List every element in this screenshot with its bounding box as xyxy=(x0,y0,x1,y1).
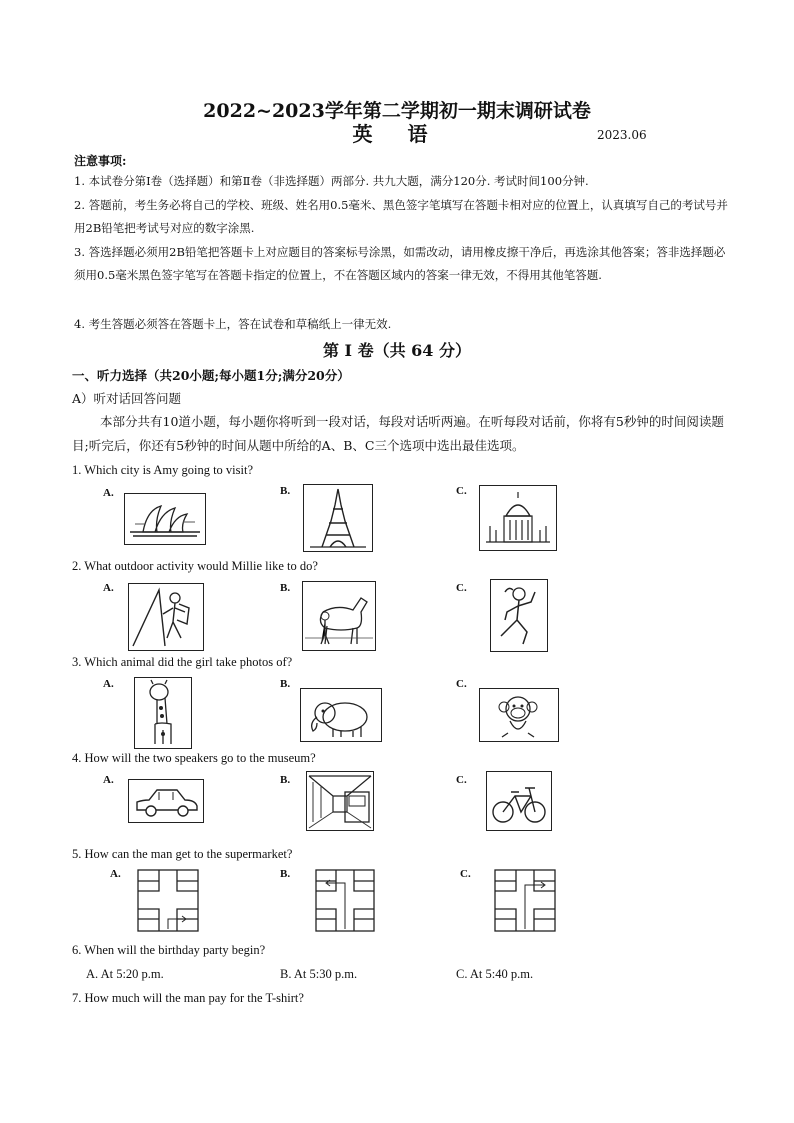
option-label-a: A. xyxy=(103,774,114,786)
notice-heading: 注意事项: xyxy=(74,154,127,168)
running-girl-icon xyxy=(490,579,548,652)
question-1: 1. Which city is Amy going to visit? xyxy=(72,463,254,477)
option-label-c: C. xyxy=(460,868,471,880)
option-a: A. At 5:20 p.m. xyxy=(86,967,164,981)
question-4: 4. How will the two speakers go to the museum? xyxy=(72,751,316,765)
bicycle-icon xyxy=(486,771,552,831)
question-6: 6. When will the birthday party begin? xyxy=(72,943,266,957)
mountain-climbing-icon xyxy=(128,583,204,651)
map-straight-right-icon xyxy=(494,869,556,932)
car-icon xyxy=(128,779,204,823)
map-turn-left-icon xyxy=(315,869,375,932)
elephant-icon xyxy=(300,688,382,742)
option-label-b: B. xyxy=(280,678,291,690)
option-label-c: C. xyxy=(456,485,467,497)
notice-item-2: 2. 答题前，考生务必将自己的学校、班级、姓名用0.5毫米、黑色签字笔填写在答题卡相对应的位置上，认真填写自己的考试号并用2B铅笔把考试号对应的数字涂黑. xyxy=(74,198,728,235)
option-b: B. At 5:30 p.m. xyxy=(280,967,358,981)
horse-riding-icon xyxy=(302,581,376,651)
monkey-icon xyxy=(479,688,559,742)
notice-item-3: 3. 答选择题必须用2B铅笔把答题卡上对应题目的答案标号涂黑，如需改动，请用橡皮擦干净后，再选涂其他答案；答非选择题必须用0.5毫米黑色签字笔写在答题卡指定的位置上，不在答题区域内的答案一律无效，不得用其他笔答题. xyxy=(74,245,726,282)
option-label-c: C. xyxy=(456,774,467,786)
question-2: 2. What outdoor activity would Millie like to do? xyxy=(72,559,318,573)
option-label-a: A. xyxy=(103,678,114,690)
option-label-c: C. xyxy=(456,678,467,690)
option-label-a: A. xyxy=(103,582,114,594)
option-label-b: B. xyxy=(280,774,291,786)
instructions: 本部分共有10道小题，每小题你将听到一段对话，每段对话听两遍。在听每段对话前，你将有5秒钟的时间阅读题目;听完后，你还有5秒钟的时间从题中所给的A、B、C三个选项中选出最佳选项。 xyxy=(72,414,724,453)
question-7: 7. How much will the man pay for the T-shirt? xyxy=(72,991,304,1005)
option-label-c: C. xyxy=(456,582,467,594)
capitol-building-icon xyxy=(479,485,557,551)
exam-title: 2022~2023学年第二学期初一期末调研试卷 xyxy=(203,100,591,122)
exam-subject: 英 语 xyxy=(352,122,442,146)
subsection-title: A）听对话回答问题 xyxy=(72,391,182,406)
section-title: 一、听力选择（共20小题;每小题1分;满分20分） xyxy=(72,368,350,383)
eiffel-tower-icon xyxy=(303,484,373,552)
notice-item-4: 4. 考生答题必须答在答题卡上，答在试卷和草稿纸上一律无效. xyxy=(74,317,392,331)
option-label-b: B. xyxy=(280,582,291,594)
option-label-a: A. xyxy=(103,487,114,499)
map-turn-right-icon xyxy=(137,869,199,932)
exam-date: 2023.06 xyxy=(597,128,647,142)
giraffe-icon xyxy=(134,677,192,749)
option-label-b: B. xyxy=(280,868,291,880)
question-3: 3. Which animal did the girl take photos of? xyxy=(72,655,293,669)
question-5: 5. How can the man get to the supermarket? xyxy=(72,847,293,861)
part-title: 第 I 卷（共 64 分） xyxy=(322,341,472,360)
notice-item-1: 1. 本试卷分第Ⅰ卷（选择题）和第Ⅱ卷（非选择题）两部分. 共九大题，满分120分. 考试时间100分钟. xyxy=(74,174,589,188)
subway-train-icon xyxy=(306,771,374,831)
option-label-b: B. xyxy=(280,485,291,497)
sydney-opera-house-icon xyxy=(124,493,206,545)
option-c: C. At 5:40 p.m. xyxy=(456,967,534,981)
option-label-a: A. xyxy=(110,868,121,880)
